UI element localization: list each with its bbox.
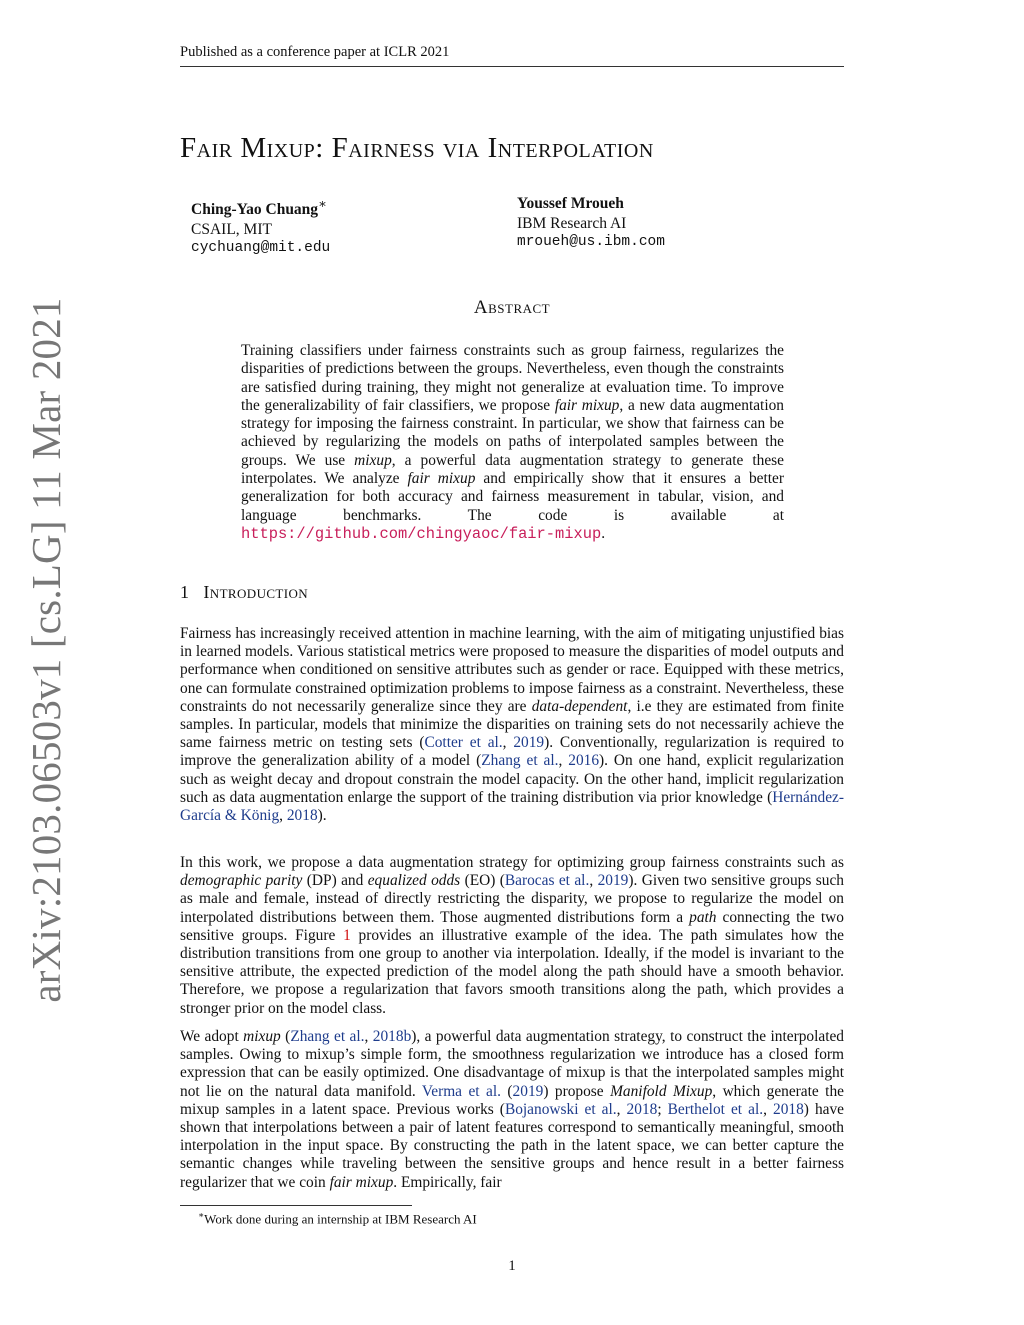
footnote [198,1210,477,1227]
footnote-text: Work done during an internship at IBM Research AI [204,1211,477,1227]
footnote-rule [180,1205,412,1206]
author-block-1 [191,194,330,259]
citation-link[interactable]: Barocas et al. [504,872,590,890]
citation-link[interactable]: 2019 [597,872,629,890]
citation-link[interactable]: Zhang et al. [481,752,559,770]
citation-link[interactable]: Zhang et al. [290,1028,365,1045]
citation-link[interactable]: 2018 [286,807,318,825]
abstract-heading: Abstract [473,297,551,318]
citation-link[interactable]: 2018 [626,1100,658,1118]
citation-link[interactable]: 2019 [512,1082,544,1100]
citation-link[interactable]: Verma et al. [421,1082,501,1100]
author-name: Ching-Yao Chuang [191,201,319,219]
intro-paragraph-1: Fairness has increasingly received attention in machine learning, with the aim of mitigating unjustified bias in learned models. Various statistical metrics were proposed to measure the disparities of model outputs and performance when conditioned on sensitive attributes such as gender or race. Equipped with these metrics, one can formulate constrained optimization problems to impose fairness as a constraint. Nevertheless, these constraints do not necessarily generalize since they are data-dependent, i.e they are estimated from finite samples. In particular, models that minimize the disparities on training sets do not necessarily achieve the same fairness metric on testing sets (Cotter et al., 2019). Conventionally, regularization is required to improve the generalization ability of a model (Zhang et al., 2016). On one hand, explicit regularization such as weight decay and dropout constrain the model capacity. On the other hand, implicit regularization such as data augmentation enlarge the support of the training distribution via prior knowledge (Hernández-García & König, 2018). [180,625,845,825]
author-block-2 [517,194,665,253]
page-number: 1 [508,1258,516,1274]
citation-link[interactable]: Berthelot et al. [667,1100,764,1118]
citation-link[interactable]: Bojanowski et al. [504,1100,617,1118]
header-rule [180,66,844,67]
section-heading [180,582,308,603]
arxiv-identifier: arXiv:2103.06503v1 [cs.LG] 11 Mar 2021 [23,297,69,1003]
citation-link[interactable]: 2018 [773,1100,804,1118]
citation-link[interactable]: Cotter et al. [424,734,503,752]
author-affiliation: IBM Research AI [517,214,627,232]
section-number: 1 [180,582,190,602]
running-header: Published as a conference paper at ICLR 2021 [180,44,450,60]
author-affiliation: CSAIL, MIT [191,220,272,238]
abstract-text: Training classifiers under fairness constraints such as group fairness, regularizes the disparities of predictions between the groups. Nevertheless, even though the constraints are satisfied during training, they might not generalize at evaluation time. To improve the generalizability of fair classifiers, we propose fair mixup, a new data augmentation strategy for imposing the fairness constraint. In particular, we show that fairness can be achieved by regularizing the models on paths of interpolated samples between the groups. We use mixup, a powerful data augmentation strategy to generate these interpolates. We analyze fair mixup and empirically show that it ensures a better generalization for both accuracy and fairness measurement in tabular, vision, and language benchmarks. The code is available at https://github.com/chingyaoc/fair-mixup. [241,342,784,543]
citation-link[interactable]: Hernández-García & König [180,788,844,825]
author-email[interactable]: mroueh@us.ibm.com [517,234,665,250]
intro-paragraph-3: We adopt mixup (Zhang et al., 2018b), a powerful data augmentation strategy, to construct the interpolated samples. Owing to mixup’s simple form, the smoothness regularization we introduce has a closed form expression that can be easily optimized. One disadvantage of mixup is that the interpolated samples might not lie on the natural data manifold. Verma et al. (2019) propose Manifold Mixup, which generate the mixup samples in a latent space. Previous works (Bojanowski et al., 2018; Berthelot et al., 2018) have shown that interpolations between a pair of latent features correspond to semantically meaningful, smooth interpolation in the input space. By constructing the path in the latent space, we can better capture the semantic changes while traveling between the sensitive groups and hence result in a better fairness regularizer that we coin fair mixup. Empirically, fair [180,1028,845,1191]
figure-reference-link[interactable]: 1 [343,926,351,944]
citation-link[interactable]: 2018b [372,1028,412,1045]
footnote-marker: ∗ [198,1210,205,1220]
paper-title: Fair Mixup: Fairness via Interpolation [180,132,654,164]
section-title: Introduction [203,582,309,602]
code-link[interactable]: https://github.com/chingyaoc/fair-mixup [241,524,602,543]
citation-link[interactable]: 2016 [568,752,600,770]
author-email[interactable]: cychuang@mit.edu [191,240,331,257]
citation-link[interactable]: 2019 [513,734,545,752]
footnote-marker: ∗ [318,196,327,211]
intro-paragraph-2: In this work, we propose a data augmentation strategy for optimizing group fairness constraints such as demographic parity (DP) and equalized odds (EO) (Barocas et al., 2019). Given two sensitive groups such as male and female, instead of directly restricting the disparity, we propose to regularize the model on interpolated distributions between them. Those augmented distributions form a path connecting the two sensitive groups. Figure 1 provides an illustrative example of the idea. The path simulates how the distribution transitions from one group to another via interpolation. Ideally, if the model is invariant to the sensitive attribute, the expected prediction of the model along the path should have a smooth behavior. Therefore, we propose a regularization that favors smooth transitions along the path, which provides a stronger prior on the model class. [180,854,844,1017]
author-name: Youssef Mroueh [517,195,624,212]
